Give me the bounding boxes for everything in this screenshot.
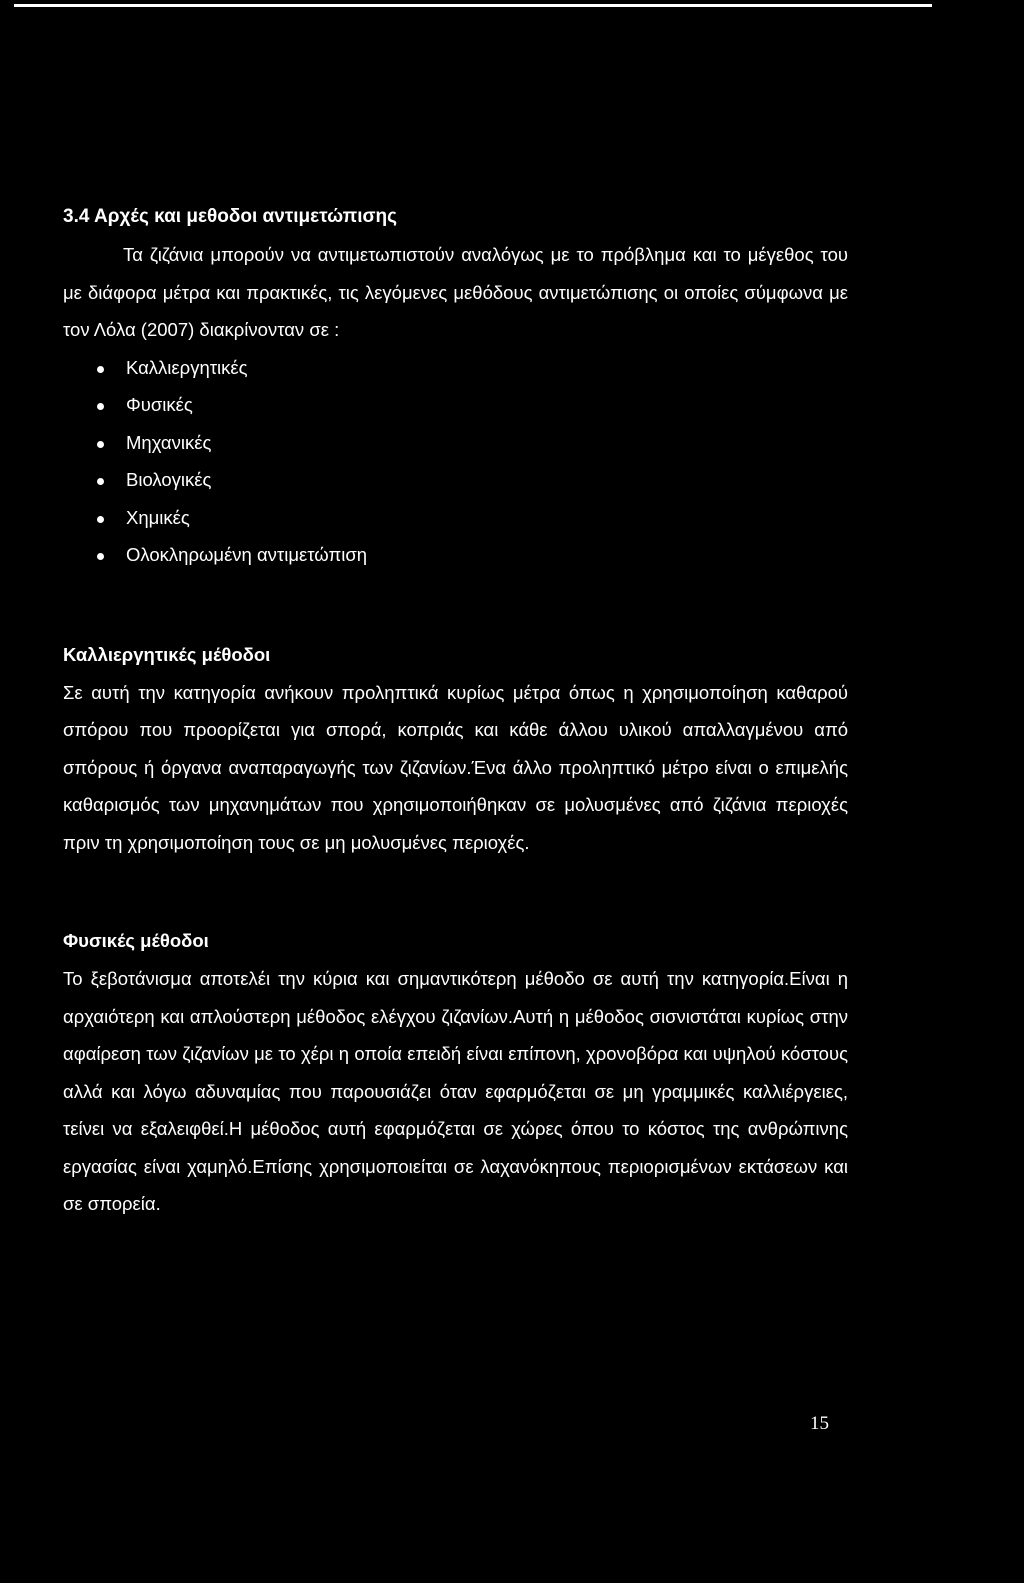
page-number: 15 xyxy=(810,1413,829,1434)
bullet-icon xyxy=(97,553,104,560)
cultural-methods-paragraph: Σε αυτή την κατηγορία ανήκουν προληπτικά κυρίως μέτρα όπως η χρησιμοποίηση καθαρού σπόρου που προορίζεται για σπορά, κοπριάς και κάθε άλλου υλικού απαλλαγμένου από σπόρους ή όργανα αναπαραγωγής των ζιζανίων.Ένα άλλο προληπτικό μέτρο είναι ο επιμελής καθαρισμός των μηχανημάτων που χρησιμοποιήθηκαν σε μολυσμένες από ζιζάνια περιοχές πριν τη χρησιμοποίηση τους σε μη μολυσμένες περιοχές. xyxy=(63,681,848,853)
list-item: Χημικές xyxy=(63,499,848,537)
physical-methods-heading: Φυσικές μέθοδοι xyxy=(63,930,209,951)
methods-list xyxy=(63,349,848,574)
cultural-methods-heading: Καλλιεργητικές μέθοδοι xyxy=(63,643,271,665)
list-item: Ολοκληρωμένη αντιμετώπιση xyxy=(63,536,848,574)
page-content xyxy=(63,198,848,1223)
list-item: Φυσικές xyxy=(63,386,848,424)
bullet-icon xyxy=(97,478,104,485)
section-heading: 3.4 Αρχές και μεθοδοι αντιμετώπισης xyxy=(63,206,397,227)
list-item: Μηχανικές xyxy=(63,424,848,462)
intro-paragraph: Τα ζιζάνια μπορούν να αντιμετωπιστούν αναλόγως με το πρόβλημα και το μέγεθος του με διάφορα μέτρα και πρακτικές, τις λεγόμενες μεθόδους αντιμετώπισης οι οποίες σύμφωνα με τον Λόλα (2007) διακρίνονταν σε : xyxy=(63,244,848,340)
physical-methods-paragraph: Το ξεβοτάνισμα αποτελέι την κύρια και σημαντικότερη μέθοδο σε αυτή την κατηγορία.Είναι η αρχαιότερη και απλούστερη μέθοδος ελέγχου ζιζανίων.Αυτή η μέθοδος σισνιστάται κυρίως στην αφαίρεση των ζιζανίων με το χέρι η οποία επειδή είναι επίπονη, χρονοβόρα και υψηλού κόστους αλλά και λόγω αδυναμίας που παρουσιάζει όταν εφαρμόζεται σε μη γραμμικές καλλιέργειες, τείνει να εξαλειφθεί.Η μέθοδος αυτή εφαρμόζεται σε χώρες όπου το κόστος της ανθρώπινης εργασίας είναι χαμηλό.Επίσης χρησιμοποιείται σε λαχανόκηπους περιορισμένων εκτάσεων και σε σπορεία. xyxy=(63,968,848,1214)
bullet-icon xyxy=(97,441,104,448)
bullet-icon xyxy=(97,403,104,410)
list-item: Βιολογικές xyxy=(63,461,848,499)
bullet-icon xyxy=(97,516,104,523)
list-item: Καλλιεργητικές xyxy=(63,349,848,387)
bullet-icon xyxy=(97,366,104,373)
top-rule xyxy=(14,4,932,7)
